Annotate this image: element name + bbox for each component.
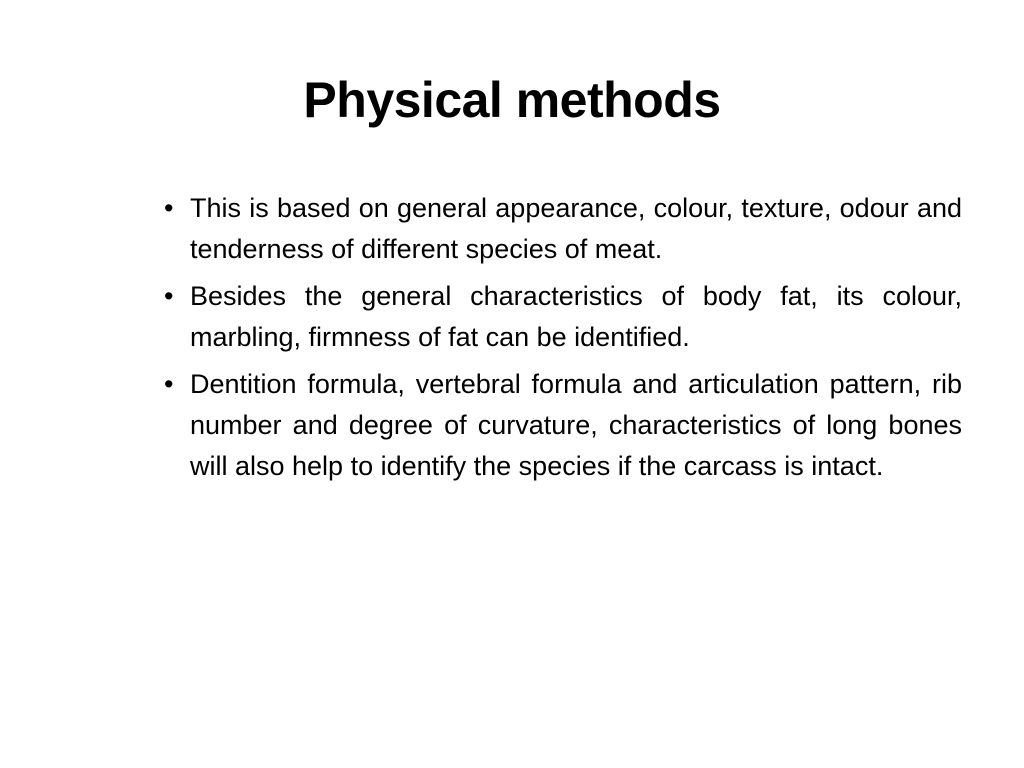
bullet-icon: • <box>164 193 174 223</box>
slide-title: Physical methods <box>303 72 721 128</box>
bullet-text: This is based on general appearance, colour, texture, odour and tenderness of different species of meat. <box>190 193 962 264</box>
bullet-item <box>160 276 962 358</box>
bullet-item <box>160 188 962 270</box>
bullet-list <box>160 188 962 493</box>
bullet-text: Dentition formula, vertebral formula and articulation pattern, rib number and degree of curvature, characteristics of long bones will also help to identify the species if the carcass is intact. <box>190 369 962 481</box>
bullet-icon: • <box>164 281 174 311</box>
bullet-icon: • <box>164 369 174 399</box>
bullet-item <box>160 364 962 487</box>
bullet-text: Besides the general characteristics of body fat, its colour, marbling, firmness of fat can be identified. <box>190 281 962 352</box>
